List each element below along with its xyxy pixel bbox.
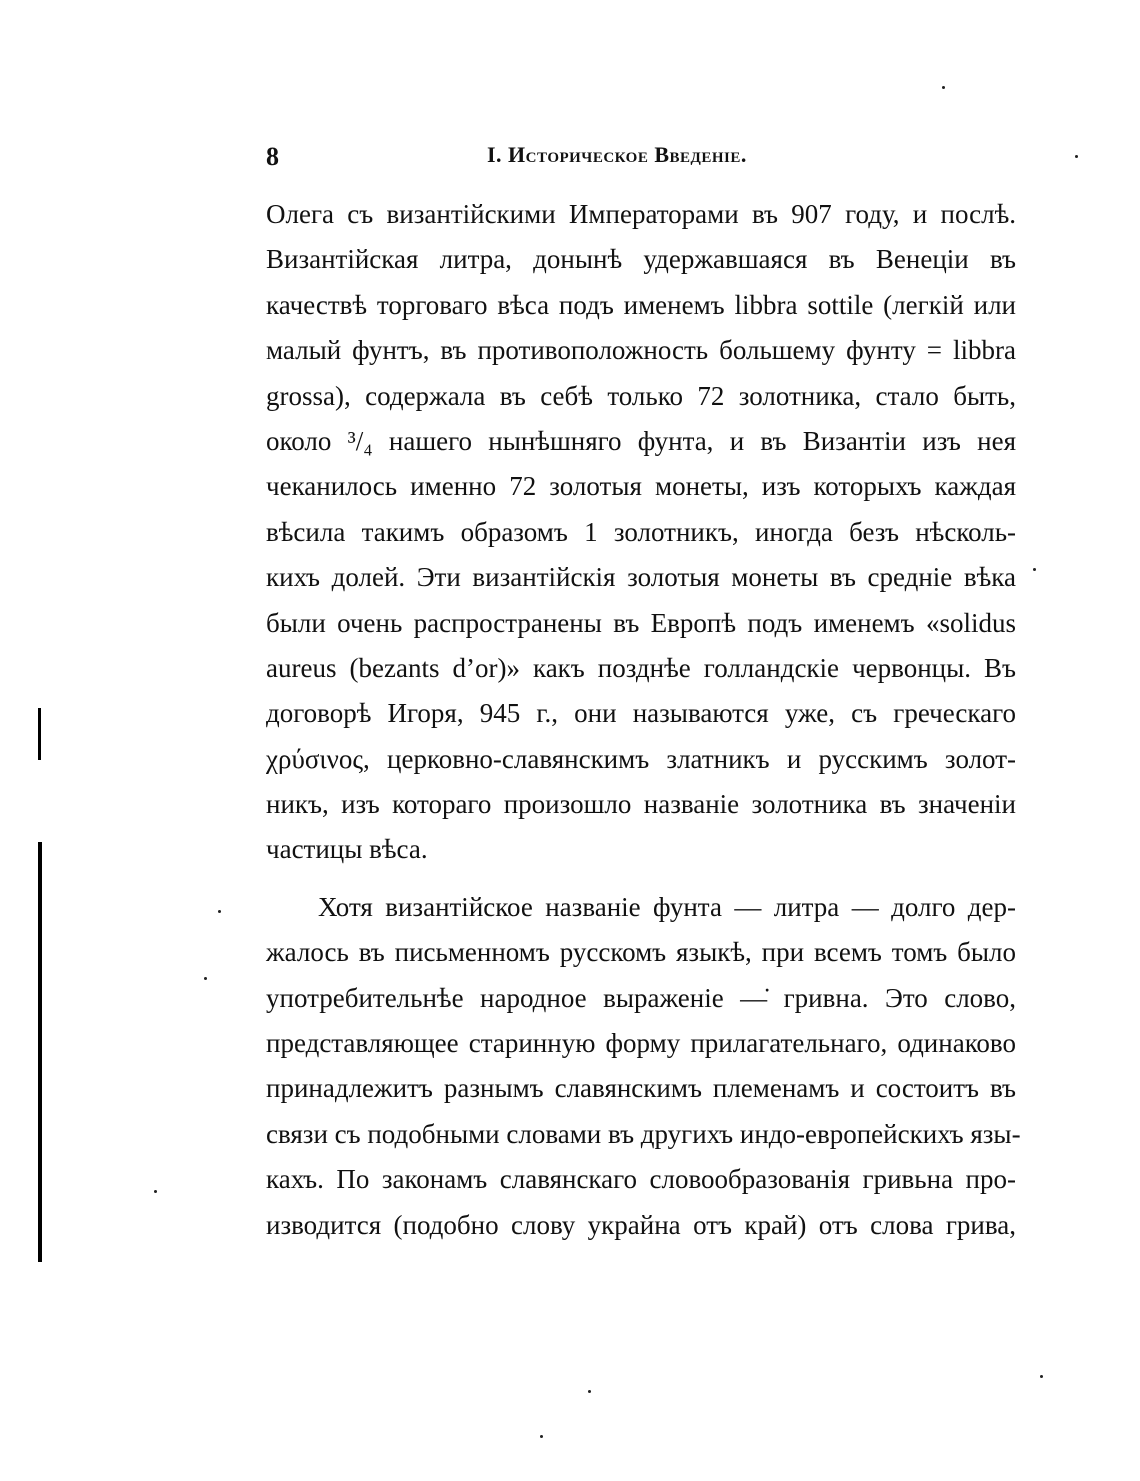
body-text (266, 192, 1021, 1248)
running-head: I. Историческое Введеніе. (487, 142, 747, 167)
text-line: вѣсила такимъ образомъ 1 золотникъ, иногда безъ нѣсколь- (266, 516, 1016, 547)
text-line: кахъ. По законамъ славянскаго словообразованія гривьна про- (266, 1164, 1016, 1195)
text-line: употребительнѣе народное выраженіе —̇ гривна. Это слово, (266, 982, 1016, 1013)
scan-speck (1033, 568, 1036, 571)
scan-speck (1040, 1375, 1043, 1378)
text-line: grossa), содержала въ себѣ только 72 золотника, стало быть, (266, 380, 1016, 411)
text-line: кихъ долей. Эти византійскія золотыя монеты въ средніе вѣка (266, 562, 1016, 593)
scan-speck (218, 910, 221, 913)
text-line: представляющее старинную форму прилагательнаго, одинаково (266, 1028, 1016, 1059)
scan-speck (154, 1190, 157, 1193)
scan-margin-mark (38, 842, 42, 1262)
text-line: изводится (подобно слову украйна отъ край) отъ слова грива, (266, 1209, 1016, 1240)
text-line: договорѣ Игоря, 945 г., они называются уже, съ греческаго (266, 698, 1016, 729)
text-line: частицы вѣса. (266, 834, 428, 865)
text-line: были очень распространены въ Европѣ подъ именемъ «solidus (266, 607, 1016, 638)
text-line: связи съ подобными словами въ другихъ индо-европейскихъ язы- (266, 1118, 1021, 1149)
scan-speck (204, 977, 207, 980)
scan-speck (588, 1390, 591, 1393)
text-line: жалось въ письменномъ русскомъ языкѣ, при всемъ томъ было (266, 937, 1016, 968)
text-line: Византійская литра, донынѣ удержавшаяся въ Венеціи въ (266, 244, 1016, 275)
text-line: χρύσινος, церковно-славянскимъ златникъ и русскимъ золот- (266, 743, 1016, 774)
text-line: aureus (bezants d’or)» какъ позднѣе голландскіе червонцы. Въ (266, 652, 1016, 683)
text-line: Хотя византійское названіе фунта — литра — долго дер- (318, 891, 1016, 922)
scan-speck (942, 86, 945, 89)
text-line: Олега съ византійскими Императорами въ 907 году, и послѣ. (266, 199, 1016, 229)
text-line: принадлежитъ разнымъ славянскимъ племенамъ и состоитъ въ (266, 1073, 1016, 1104)
page-header (262, 140, 1022, 176)
scan-speck (540, 1435, 543, 1438)
text-line: малый фунтъ, въ противоположность большему фунту = libbra (266, 335, 1016, 366)
text-line: качествѣ торговаго вѣса подъ именемъ libbra sottile (легкій или (266, 289, 1016, 320)
scan-speck (1075, 155, 1078, 158)
text-line: чеканилось именно 72 золотыя монеты, изъ которыхъ каждая (266, 471, 1016, 502)
scan-margin-mark (38, 708, 41, 760)
text-line: около ³/₄ нашего нынѣшняго фунта, и въ Византіи изъ нея (266, 425, 1016, 456)
text-line: никъ, изъ котораго произошло названіе золотника въ значеніи (266, 789, 1016, 820)
page-number: 8 (266, 142, 279, 171)
